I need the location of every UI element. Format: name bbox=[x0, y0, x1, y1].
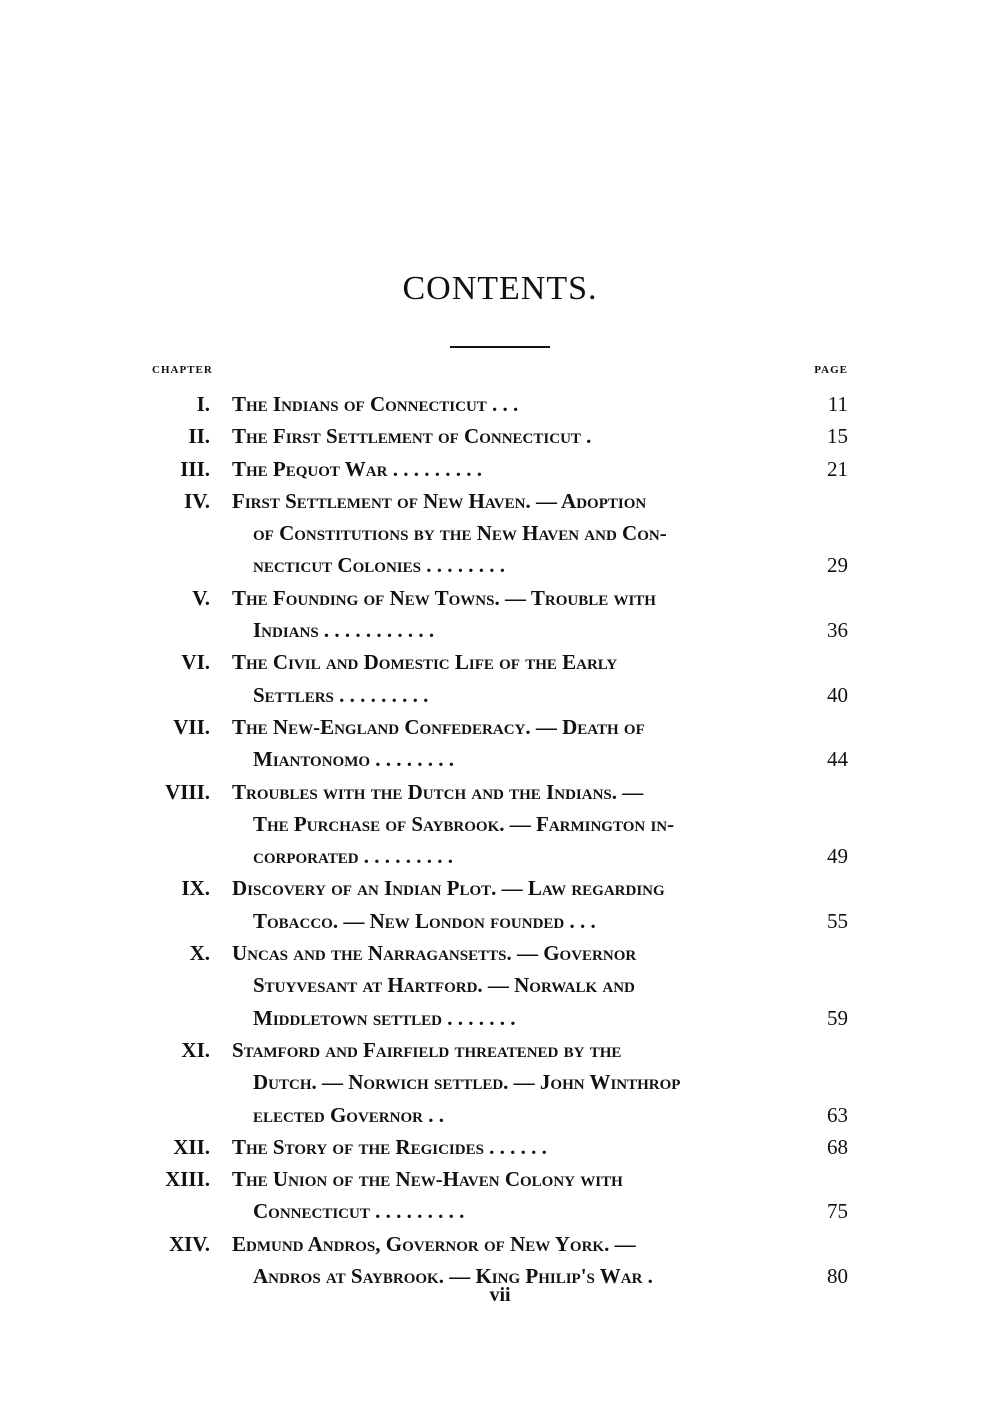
chapter-number: VIII. bbox=[165, 779, 210, 804]
toc-line bbox=[0, 1131, 1000, 1163]
toc-line bbox=[0, 711, 1000, 743]
page-folio: vii bbox=[489, 1284, 511, 1306]
chapter-title-text: Andros at Saybrook. — King Philip's War . bbox=[253, 1264, 653, 1289]
toc-entry[interactable] bbox=[0, 420, 1000, 452]
toc-entry[interactable] bbox=[0, 872, 1000, 937]
toc-line bbox=[0, 743, 1000, 775]
toc-line bbox=[0, 388, 1000, 420]
chapter-number: II. bbox=[188, 424, 210, 449]
toc-line bbox=[0, 969, 1000, 1001]
toc-line bbox=[0, 937, 1000, 969]
chapter-title-text: Connecticut . . . . . . . . . bbox=[253, 1199, 465, 1224]
toc-line bbox=[0, 679, 1000, 711]
toc-line bbox=[0, 582, 1000, 614]
chapter-title-text: The Pequot War . . . . . . . . . bbox=[232, 456, 482, 481]
chapter-title-text: First Settlement of New Haven. — Adoption bbox=[232, 488, 647, 513]
chapter-title-text: The Founding of New Towns. — Trouble with bbox=[232, 585, 656, 610]
toc-line bbox=[0, 485, 1000, 517]
title-rule bbox=[450, 346, 550, 348]
chapter-title-text: The Civil and Domestic Life of the Early bbox=[232, 650, 618, 675]
toc-entry[interactable] bbox=[0, 582, 1000, 647]
toc-line bbox=[0, 1163, 1000, 1195]
toc-line bbox=[0, 1228, 1000, 1260]
chapter-number: III. bbox=[180, 456, 210, 481]
chapter-title-text: Middletown settled . . . . . . . bbox=[253, 1005, 516, 1030]
toc-entry[interactable] bbox=[0, 937, 1000, 1034]
chapter-title-text: Indians . . . . . . . . . . . bbox=[253, 618, 435, 643]
page-number: 63 bbox=[827, 1102, 848, 1127]
chapter-title-text: Miantonomo . . . . . . . . bbox=[253, 747, 455, 772]
page-number: 29 bbox=[827, 553, 848, 578]
page-number: 68 bbox=[827, 1134, 848, 1159]
toc-entry[interactable] bbox=[0, 1228, 1000, 1293]
chapter-title-text: necticut Colonies . . . . . . . . bbox=[253, 553, 505, 578]
chapter-column-label: CHAPTER bbox=[152, 364, 213, 376]
chapter-title-text: corporated . . . . . . . . . bbox=[253, 844, 454, 869]
toc-line bbox=[0, 1195, 1000, 1227]
chapter-title-text: Troubles with the Dutch and the Indians. — bbox=[232, 779, 644, 804]
page-number: 49 bbox=[827, 844, 848, 869]
chapter-title-text: The Purchase of Saybrook. — Farmington in- bbox=[253, 811, 675, 836]
page-number: 36 bbox=[827, 618, 848, 643]
toc-line bbox=[0, 614, 1000, 646]
chapter-number: VI. bbox=[181, 650, 210, 675]
chapter-title-text: Stuyvesant at Hartford. — Norwalk and bbox=[253, 973, 635, 998]
page-number: 15 bbox=[827, 424, 848, 449]
chapter-title-text: Tobacco. — New London founded . . . bbox=[253, 908, 596, 933]
toc-line bbox=[0, 905, 1000, 937]
toc-line bbox=[0, 840, 1000, 872]
toc-entry[interactable] bbox=[0, 388, 1000, 420]
page-number: 11 bbox=[827, 392, 848, 416]
chapter-title-text: The Story of the Regicides . . . . . . bbox=[232, 1134, 547, 1159]
chapter-title-text: of Constitutions by the New Haven and Con- bbox=[253, 521, 667, 546]
toc-line bbox=[0, 872, 1000, 904]
page-number: 40 bbox=[827, 682, 848, 707]
toc-entry[interactable] bbox=[0, 776, 1000, 873]
toc-line bbox=[0, 453, 1000, 485]
toc-entry[interactable] bbox=[0, 1034, 1000, 1131]
chapter-number: VII. bbox=[173, 714, 210, 739]
chapter-title-text: Stamford and Fairfield threatened by the bbox=[232, 1037, 622, 1062]
page-number: 55 bbox=[827, 908, 848, 933]
toc-entry[interactable] bbox=[0, 453, 1000, 485]
page-number: 44 bbox=[827, 747, 848, 772]
chapter-number: I. bbox=[196, 392, 210, 416]
table-of-contents bbox=[0, 388, 1000, 1292]
toc-line bbox=[0, 646, 1000, 678]
toc-entry[interactable] bbox=[0, 1131, 1000, 1163]
chapter-number: XIII. bbox=[165, 1167, 210, 1192]
page-number: 80 bbox=[827, 1264, 848, 1289]
toc-entry[interactable] bbox=[0, 485, 1000, 582]
chapter-title-text: Dutch. — Norwich settled. — John Winthrop bbox=[253, 1070, 681, 1095]
toc-entry[interactable] bbox=[0, 1163, 1000, 1228]
chapter-title-text: The New-England Confederacy. — Death of bbox=[232, 714, 645, 739]
toc-entry[interactable] bbox=[0, 646, 1000, 711]
toc-line bbox=[0, 1002, 1000, 1034]
toc-line bbox=[0, 808, 1000, 840]
chapter-title-text: The Indians of Connecticut . . . bbox=[232, 392, 519, 416]
chapter-number: V. bbox=[192, 585, 210, 610]
chapter-number: IV. bbox=[184, 488, 210, 513]
page-number: 59 bbox=[827, 1005, 848, 1030]
toc-line bbox=[0, 549, 1000, 581]
toc-line bbox=[0, 1099, 1000, 1131]
chapter-title-text: Edmund Andros, Governor of New York. — bbox=[232, 1231, 636, 1256]
toc-line bbox=[0, 1066, 1000, 1098]
chapter-title-text: Settlers . . . . . . . . . bbox=[253, 682, 429, 707]
chapter-title-text: Uncas and the Narragansetts. — Governor bbox=[232, 941, 637, 966]
chapter-number: IX. bbox=[181, 876, 210, 901]
chapter-number: XI. bbox=[181, 1037, 210, 1062]
page-number: 75 bbox=[827, 1199, 848, 1224]
chapter-title-text: elected Governor . . bbox=[253, 1102, 444, 1127]
page-title: CONTENTS. bbox=[402, 270, 598, 307]
toc-line bbox=[0, 420, 1000, 452]
chapter-title-text: Discovery of an Indian Plot. — Law regarding bbox=[232, 876, 665, 901]
toc-line bbox=[0, 1034, 1000, 1066]
chapter-number: X. bbox=[189, 941, 210, 966]
page-column-label: PAGE bbox=[814, 364, 848, 376]
toc-line bbox=[0, 517, 1000, 549]
page-number: 21 bbox=[827, 456, 848, 481]
chapter-number: XIV. bbox=[168, 1231, 210, 1256]
toc-entry[interactable] bbox=[0, 711, 1000, 776]
chapter-title-text: The Union of the New-Haven Colony with bbox=[232, 1167, 623, 1192]
chapter-title-text: The First Settlement of Connecticut . bbox=[232, 424, 592, 449]
toc-line bbox=[0, 776, 1000, 808]
chapter-number: XII. bbox=[173, 1134, 210, 1159]
